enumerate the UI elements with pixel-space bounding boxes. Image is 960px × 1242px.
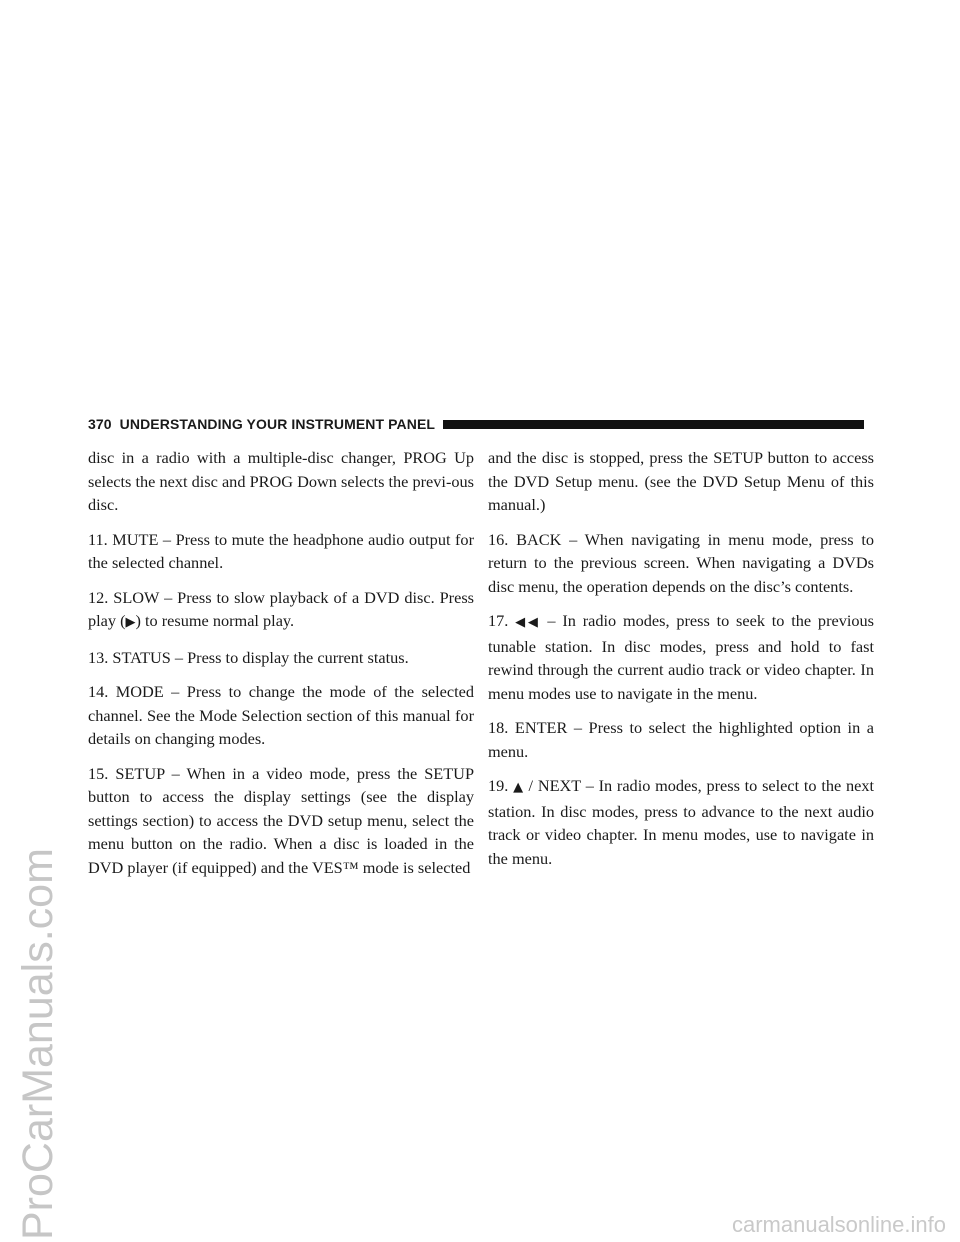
paragraph-prog: disc in a radio with a multiple-disc changer, PROG Up selects the next disc and PROG Down selects the previ-ous disc. (88, 448, 474, 514)
paragraph-next (488, 774, 874, 870)
play-icon: ▶ (125, 615, 136, 630)
left-column (88, 446, 474, 890)
paragraph-mode: 14. MODE – Press to change the mode of the selected channel. See the Mode Selection section of this manual for details on changing modes. (88, 682, 474, 748)
paragraph-rewind (488, 609, 874, 705)
paragraph-back: 16. BACK – When navigating in menu mode, press to return to the previous screen. When navigating a DVDs disc menu, the operation depends on the disc’s contents. (488, 529, 874, 596)
footer-watermark: carmanualsonline.info (731, 1212, 946, 1237)
paragraph-enter: 18. ENTER – Press to select the highlighted option in a menu. (488, 718, 874, 761)
paragraph-mute: 11. MUTE – Press to mute the headphone audio output for the selected channel. (88, 529, 474, 572)
paragraph-setup-cont: and the disc is stopped, press the SETUP button to access the DVD Setup menu. (see the DVD Setup Menu of this manual.) (488, 448, 874, 514)
rewind-text-b: – In radio modes, press to seek to the previous tunable station. In disc modes, press and hold to fast rewind through the current audio track or video chapter. In menu modes use to navigate in the menu. (488, 611, 874, 703)
slow-text-a: 12. SLOW – Press to slow playback of a DVD disc. Press play ( (88, 587, 474, 630)
side-watermark: ProCarManuals.com (14, 848, 62, 1240)
paragraph-setup: 15. SETUP – When in a video mode, press the SETUP button to access the display settings (see the display settings section) to access the DVD setup menu, select the menu button on the radio. When a disc is loaded in the DVD player (if equipped) and the VES™ mode is selected (88, 763, 474, 877)
slow-text-b: ) to resume normal play. (135, 611, 295, 630)
header-rule (443, 420, 864, 429)
rewind-text-a: 17. (488, 611, 516, 630)
next-text-b: / NEXT – In radio modes, press to select to the next station. In disc modes, press to advance to the next audio track or video chapter. In menu modes, use to navigate in the menu. (488, 776, 874, 868)
page-header (88, 414, 864, 434)
header-section-title: UNDERSTANDING YOUR INSTRUMENT PANEL (119, 416, 436, 432)
up-triangle-icon: ▲ (513, 780, 524, 795)
rewind-icon: ◀◀ (515, 615, 541, 630)
next-text-a: 19. (488, 776, 514, 795)
header-page-number: 370 (88, 416, 112, 432)
right-column (488, 446, 874, 881)
paragraph-status: 13. STATUS – Press to display the current status. (88, 647, 409, 667)
paragraph-slow (88, 586, 474, 635)
